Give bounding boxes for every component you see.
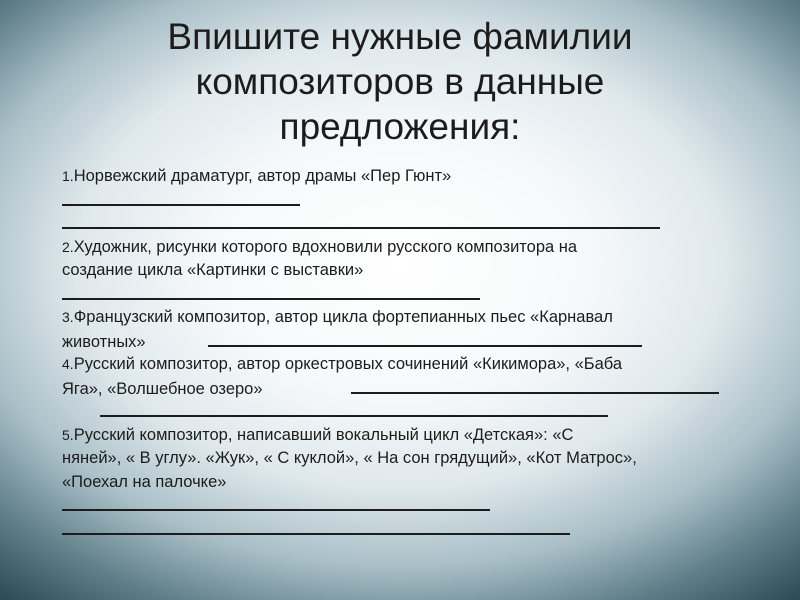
question-text: Русский композитор, автор оркестровых сочинений «Кикимора», «Баба [73,355,623,373]
question-3 [62,306,762,330]
question-text: Французский композитор, автор цикла фортепианных пьес «Карнавал [73,308,613,326]
question-number: 2. [62,238,74,255]
question-number: 4. [62,356,74,372]
questions-list [62,165,762,541]
question-1 [62,165,762,189]
question-text: Русский композитор, написавший вокальный цикл «Детская»: «С [73,425,574,444]
question-number: 5. [62,426,74,443]
question-text: Художник, рисунки которого вдохновили русского композитора на [73,237,578,256]
answer-blank[interactable] [62,212,660,229]
answer-blank[interactable] [62,518,570,535]
question-5 [62,424,762,448]
question-text: создание цикла «Картинки с выставки» [62,261,364,279]
question-text: Норвежский драматург, автор драмы «Пер Гюнт» [73,167,452,185]
question-2 [62,236,762,260]
question-4 [62,353,762,377]
answer-blank[interactable] [62,494,490,511]
question-text: «Поехал на палочке» [62,472,227,491]
question-number: 3. [62,309,74,325]
question-text: животных» [62,332,146,351]
question-text: няней», « В углу». «Жук», « С куклой», « На сон грядущий», «Кот Матрос», [62,449,637,467]
answer-blank[interactable] [62,189,300,206]
answer-blank[interactable] [100,400,608,417]
title-line-3: предложения: [279,106,521,147]
answer-blank[interactable] [62,283,480,300]
title-line-2: композиторов в данные [195,61,605,102]
question-text: Яга», «Волшебное озеро» [62,379,263,398]
answer-blank[interactable] [351,377,719,394]
slide-title [0,14,800,149]
title-line-1: Впишите нужные фамилии [167,16,633,57]
question-number: 1. [62,168,74,184]
answer-blank[interactable] [208,330,642,347]
